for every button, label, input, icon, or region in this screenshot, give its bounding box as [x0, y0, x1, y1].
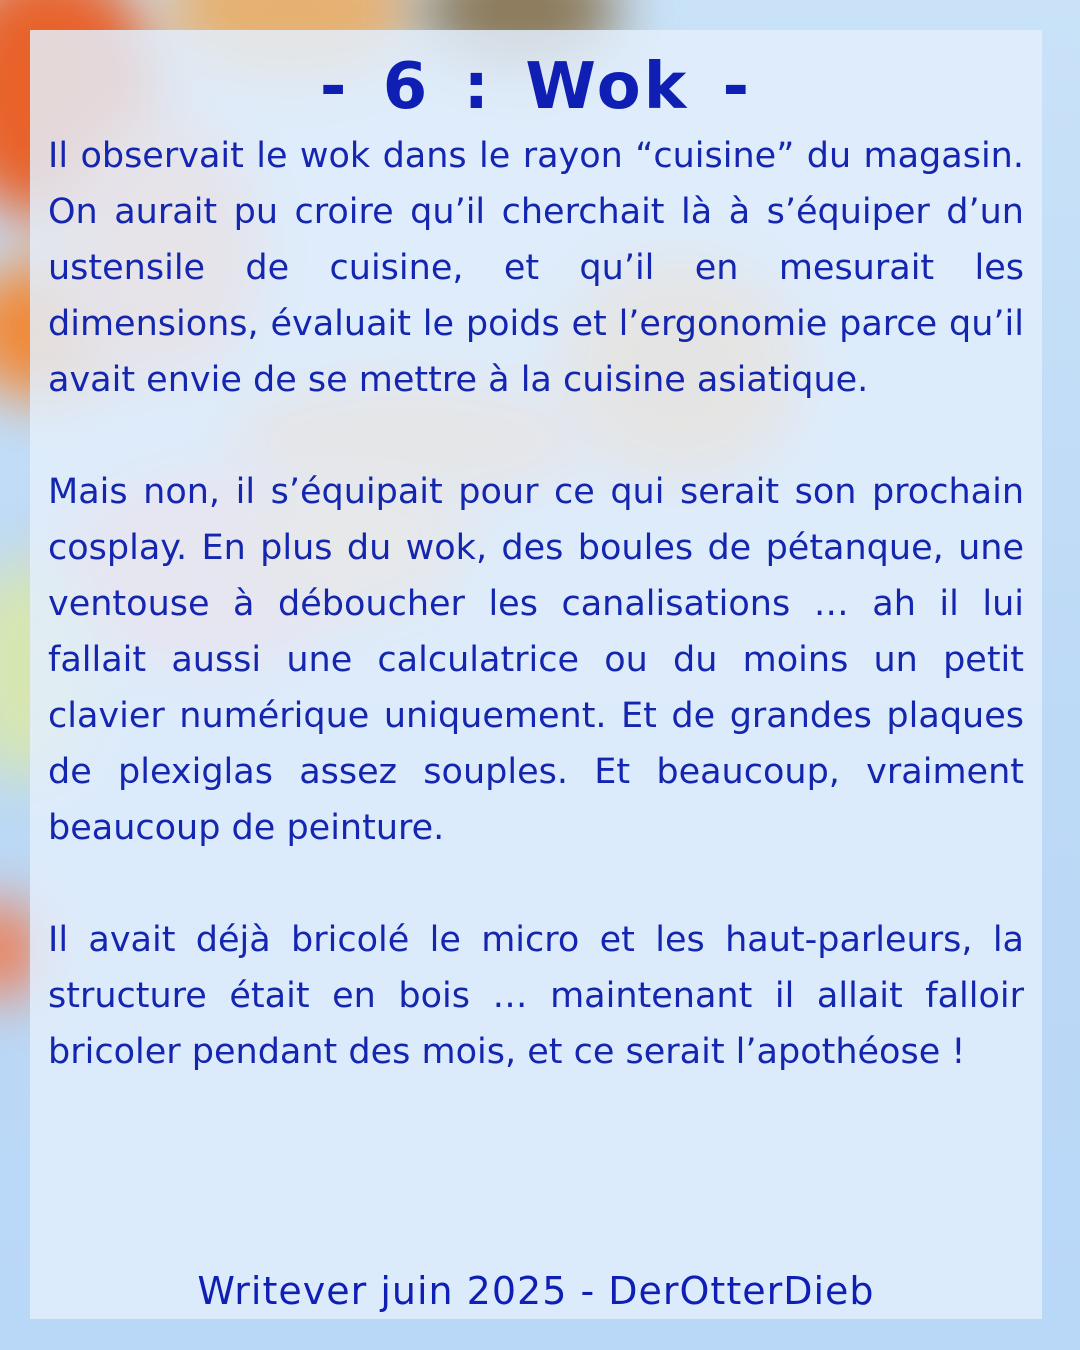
story-paragraph: Mais non, il s’équipait pour ce qui serait son prochain cosplay. En plus du wok, des boules de pétanque, une ventouse à déboucher les canalisations … ah il lui fallait aussi une calculatrice ou du moins un petit clavier numérique uniquement. Et de grandes plaques de plexiglas assez souples. Et beaucoup, vraiment beaucoup de peinture. — [48, 472, 1024, 848]
story-paragraph: Il avait déjà bricolé le micro et les haut-parleurs, la structure était en bois … maintenant il allait falloir bricoler pendant des mois, et ce serait l’apothéose ! — [48, 920, 1024, 1072]
author-signature: Writever juin 2025 - DerOtterDieb — [197, 1269, 875, 1313]
story-paragraph: Il observait le wok dans le rayon “cuisine” du magasin. On aurait pu croire qu’il cherchait là à s’équiper d’un ustensile de cuisine, et qu’il en mesurait les dimensions, évaluait le poids et l’ergonomie parce qu’il avait envie de se mettre à la cuisine asiatique. — [48, 136, 1024, 400]
story-title: - 6 : Wok - — [319, 50, 753, 124]
story-body — [48, 128, 1024, 1080]
story-card — [30, 30, 1042, 1319]
